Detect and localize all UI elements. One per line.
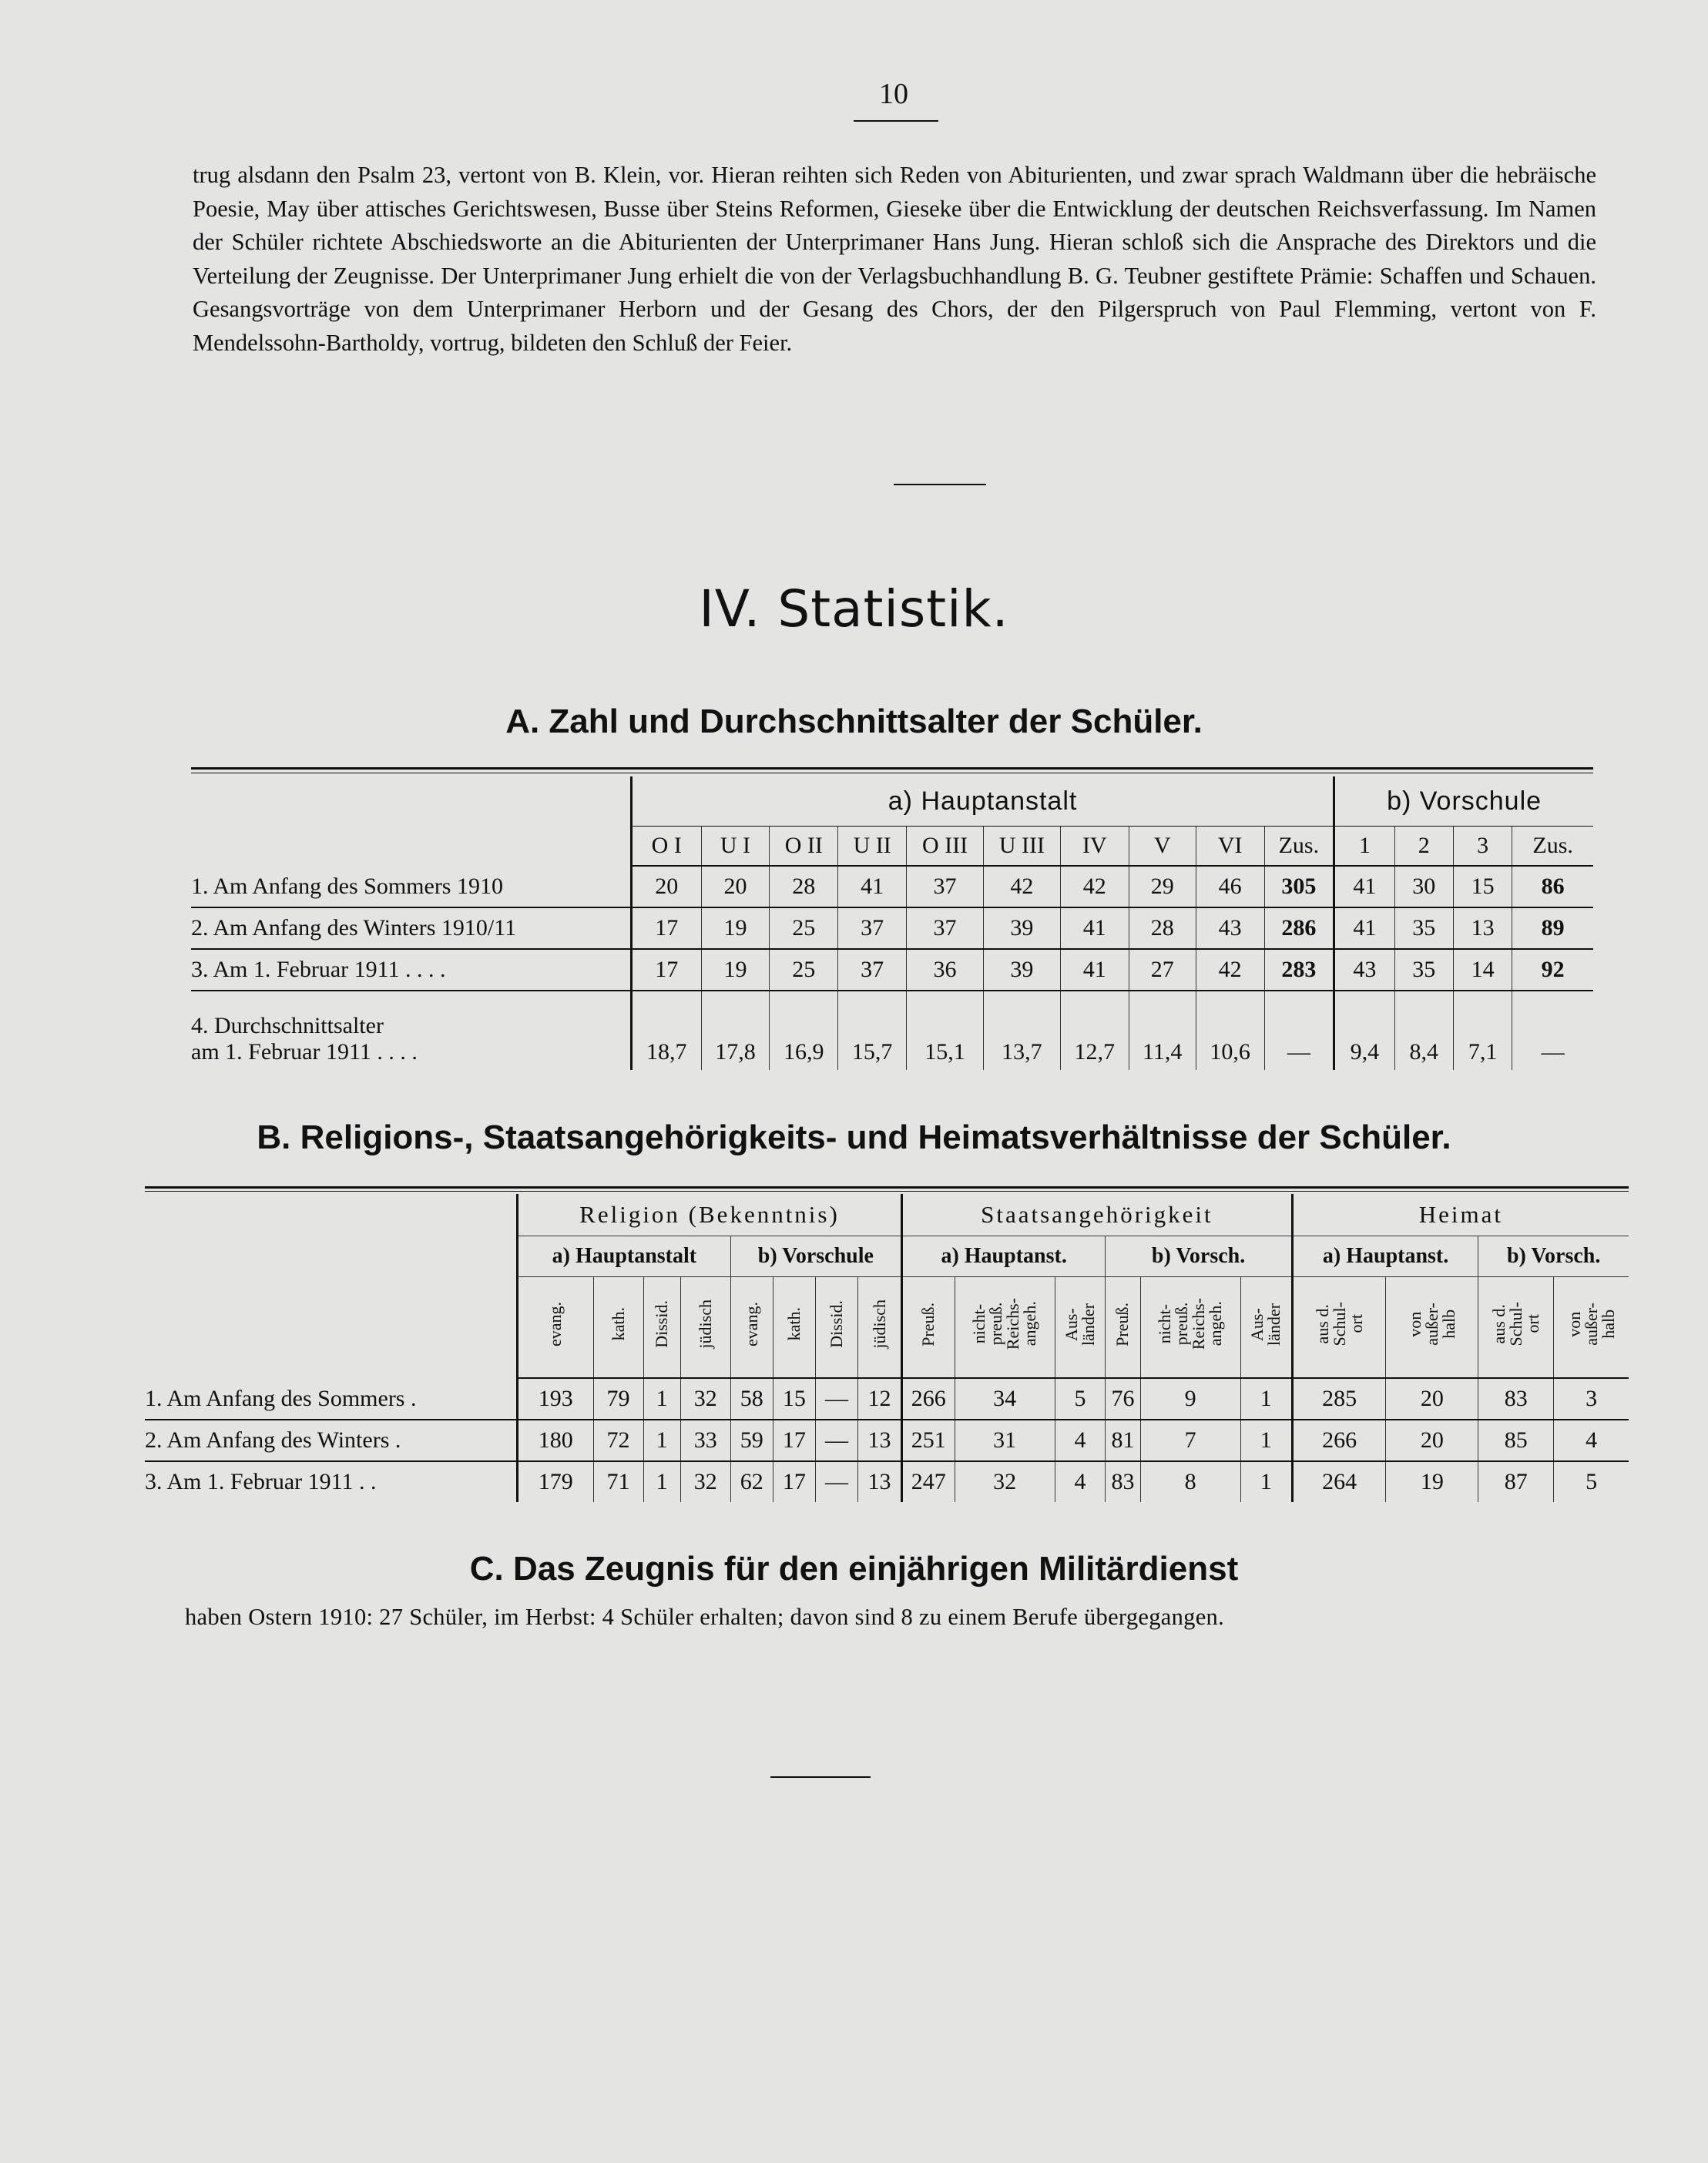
- table-row: [145, 1461, 1629, 1502]
- cell: 34: [955, 1378, 1055, 1420]
- table-b-group-staat: Staatsangehörigkeit: [901, 1194, 1292, 1236]
- cell: 35: [1394, 907, 1453, 949]
- cell: 266: [1292, 1420, 1386, 1461]
- cell: 83: [1106, 1461, 1140, 1502]
- cell: 37: [838, 907, 907, 949]
- table-b-col: jüdisch: [858, 1277, 902, 1379]
- cell: 37: [907, 866, 984, 907]
- intro-paragraph: [193, 159, 1596, 360]
- cell: 266: [901, 1378, 955, 1420]
- cell: 247: [901, 1461, 955, 1502]
- cell: 41: [1060, 949, 1129, 991]
- cell: 43: [1334, 949, 1394, 991]
- table-a-group-hauptanstalt: a) Hauptanstalt: [632, 776, 1334, 827]
- table-b-group-heimat: Heimat: [1292, 1194, 1629, 1236]
- cell: 283: [1264, 949, 1334, 991]
- table-row: [191, 907, 1593, 949]
- cell: 39: [983, 907, 1060, 949]
- cell: —: [1512, 991, 1593, 1070]
- cell: 13,7: [983, 991, 1060, 1070]
- table-b: [145, 1194, 1629, 1502]
- cell: 17: [773, 1420, 815, 1461]
- cell: 20: [1386, 1420, 1478, 1461]
- cell: 37: [907, 907, 984, 949]
- cell: 305: [1264, 866, 1334, 907]
- cell: 1: [1240, 1420, 1292, 1461]
- table-b-col: Preuß.: [901, 1277, 955, 1379]
- cell: 41: [1334, 907, 1394, 949]
- table-b-col: nicht- preuß. Reichs- angeh.: [1140, 1277, 1240, 1379]
- table-b-col: aus d. Schul- ort: [1292, 1277, 1386, 1379]
- cell: 41: [838, 866, 907, 907]
- cell: 32: [680, 1461, 730, 1502]
- cell: 41: [1334, 866, 1394, 907]
- row-label: 1. Am Anfang des Sommers 1910: [191, 873, 503, 899]
- cell: 33: [680, 1420, 730, 1461]
- table-row: [191, 949, 1593, 991]
- table-a-col: Zus.: [1264, 827, 1334, 867]
- table-a-col: V: [1129, 827, 1196, 867]
- table-a-col: Zus.: [1512, 827, 1593, 867]
- table-a-col: 1: [1334, 827, 1394, 867]
- cell: 46: [1196, 866, 1264, 907]
- cell: 8,4: [1394, 991, 1453, 1070]
- section-c-text: haben Ostern 1910: 27 Schüler, im Herbst: 4 Schüler erhalten; davon sind 8 zu einem Berufe übergegangen.: [185, 1604, 1225, 1630]
- table-b-col: nicht- preuß. Reichs- angeh.: [955, 1277, 1055, 1379]
- table-b-col: Dissid.: [643, 1277, 680, 1379]
- cell: 83: [1478, 1378, 1554, 1420]
- cell: —: [1264, 991, 1334, 1070]
- cell: 89: [1512, 907, 1593, 949]
- cell: 193: [518, 1378, 594, 1420]
- cell: 17: [632, 907, 702, 949]
- table-b-group-religion: Religion (Bekenntnis): [518, 1194, 902, 1236]
- section-c-title: C. Das Zeugnis für den einjährigen Militärdienst: [469, 1550, 1239, 1588]
- table-a-col: 2: [1394, 827, 1453, 867]
- cell: —: [815, 1461, 857, 1502]
- section-b-title: B. Religions-, Staatsangehörigkeits- und Heimatsverhältnisse der Schüler.: [257, 1118, 1451, 1156]
- cell: 1: [643, 1461, 680, 1502]
- avg-label-line2: am 1. Februar 1911 . . . .: [191, 1039, 418, 1065]
- sub-heim-b: b) Vorsch.: [1478, 1236, 1629, 1277]
- cell: 19: [1386, 1461, 1478, 1502]
- cell: 12: [858, 1378, 902, 1420]
- cell: 27: [1129, 949, 1196, 991]
- intro-text: trug alsdann den Psalm 23, vertont von B. Klein, vor. Hieran reihten sich Reden von Abiturienten, und zwar sprach Waldmann über die hebräische Poesie, May über attisches Gerichtswesen, Busse über Steins Reformen, Gieseke über die Entwicklung der deutschen Reichsverfassung. Im Namen der Schüler richtete Abschiedsworte an die Abiturienten der Unterprimaner Hans Jung. Hieran schloß sich die Ansprache des Direktors und die Verteilung der Zeugnisse. Der Unterprimaner Jung erhielt die von der Verlagsbuchhandlung B. G. Teubner gestiftete Prämie: Schaffen und Schauen. Gesangsvorträge von dem Unterprimaner Herborn und der Gesang des Chors, der den Pilgerspruch von Paul Flemming, vertont von F. Mendelssohn-Bartholdy, vortrug, bildeten den Schluß der Feier.: [193, 162, 1596, 356]
- cell: 41: [1060, 907, 1129, 949]
- cell: 179: [518, 1461, 594, 1502]
- cell: 35: [1394, 949, 1453, 991]
- cell: 264: [1292, 1461, 1386, 1502]
- cell: 3: [1554, 1378, 1629, 1420]
- cell: 16,9: [770, 991, 838, 1070]
- cell: 7,1: [1453, 991, 1512, 1070]
- row-label: 3. Am 1. Februar 1911 . . . .: [191, 957, 446, 982]
- cell: 43: [1196, 907, 1264, 949]
- table-a-col: O I: [632, 827, 702, 867]
- cell: 71: [593, 1461, 643, 1502]
- row-label: 3. Am 1. Februar 1911 . .: [145, 1469, 377, 1494]
- cell: 59: [730, 1420, 773, 1461]
- table-a-col: U II: [838, 827, 907, 867]
- table-a-group-vorschule: b) Vorschule: [1334, 776, 1593, 827]
- cell: 32: [955, 1461, 1055, 1502]
- cell: 18,7: [632, 991, 702, 1070]
- cell: —: [815, 1378, 857, 1420]
- cell: 87: [1478, 1461, 1554, 1502]
- table-b-top-rule: [145, 1186, 1629, 1189]
- cell: 42: [1196, 949, 1264, 991]
- cell: —: [815, 1420, 857, 1461]
- cell: 20: [632, 866, 702, 907]
- separator-rule-top: [894, 484, 986, 485]
- cell: 9,4: [1334, 991, 1394, 1070]
- cell: 251: [901, 1420, 955, 1461]
- cell: 1: [1240, 1461, 1292, 1502]
- row-label: 1. Am Anfang des Sommers .: [145, 1385, 417, 1411]
- table-b-col: aus d. Schul- ort: [1478, 1277, 1554, 1379]
- cell: 20: [701, 866, 770, 907]
- cell: 13: [1453, 907, 1512, 949]
- cell: 180: [518, 1420, 594, 1461]
- cell: 28: [770, 866, 838, 907]
- cell: 286: [1264, 907, 1334, 949]
- cell: 79: [593, 1378, 643, 1420]
- cell: 4: [1055, 1461, 1106, 1502]
- table-b-col: von außer- halb: [1386, 1277, 1478, 1379]
- table-a-col: 3: [1453, 827, 1512, 867]
- table-b-col: evang.: [518, 1277, 594, 1379]
- table-a-col: O II: [770, 827, 838, 867]
- cell: 1: [1240, 1378, 1292, 1420]
- table-b-corner: [145, 1194, 518, 1378]
- table-row: [145, 1378, 1629, 1420]
- table-a-col: VI: [1196, 827, 1264, 867]
- cell: 31: [955, 1420, 1055, 1461]
- cell: 39: [983, 949, 1060, 991]
- cell: 7: [1140, 1420, 1240, 1461]
- cell: 42: [1060, 866, 1129, 907]
- table-a-group-header: [191, 776, 1593, 827]
- cell: 15,7: [838, 991, 907, 1070]
- table-b-col: Dissid.: [815, 1277, 857, 1379]
- cell: 285: [1292, 1378, 1386, 1420]
- table-b-top-rule-thin: [145, 1191, 1629, 1192]
- page-number-rule: [854, 120, 938, 122]
- cell: 36: [907, 949, 984, 991]
- cell: 25: [770, 949, 838, 991]
- table-row-average: [191, 991, 1593, 1070]
- row-label: [191, 991, 632, 1070]
- separator-rule-bottom: [770, 1776, 871, 1778]
- cell: 85: [1478, 1420, 1554, 1461]
- cell: 15: [773, 1378, 815, 1420]
- cell: 1: [643, 1378, 680, 1420]
- table-b-col: Aus- länder: [1055, 1277, 1106, 1379]
- cell: 15,1: [907, 991, 984, 1070]
- cell: 37: [838, 949, 907, 991]
- table-b-col: Aus- länder: [1240, 1277, 1292, 1379]
- row-label: 2. Am Anfang des Winters 1910/11: [191, 915, 517, 941]
- table-b-group-header: [145, 1194, 1629, 1236]
- cell: 13: [858, 1420, 902, 1461]
- cell: 17: [773, 1461, 815, 1502]
- cell: 81: [1106, 1420, 1140, 1461]
- cell: 25: [770, 907, 838, 949]
- cell: 15: [1453, 866, 1512, 907]
- table-a-corner: [191, 776, 632, 866]
- table-a-col: U III: [983, 827, 1060, 867]
- cell: 8: [1140, 1461, 1240, 1502]
- cell: 5: [1055, 1378, 1106, 1420]
- cell: 58: [730, 1378, 773, 1420]
- table-row: [191, 866, 1593, 907]
- cell: 72: [593, 1420, 643, 1461]
- sub-rel-a: a) Hauptanstalt: [518, 1236, 731, 1277]
- section-a-title: A. Zahl und Durchschnittsalter der Schüler.: [505, 703, 1203, 740]
- cell: 17,8: [701, 991, 770, 1070]
- sub-staat-a: a) Hauptanst.: [901, 1236, 1105, 1277]
- table-a-top-rule: [191, 767, 1593, 770]
- table-b-col: kath.: [593, 1277, 643, 1379]
- cell: 10,6: [1196, 991, 1264, 1070]
- cell: 13: [858, 1461, 902, 1502]
- cell: 17: [632, 949, 702, 991]
- cell: 5: [1554, 1461, 1629, 1502]
- sub-heim-a: a) Hauptanst.: [1292, 1236, 1478, 1277]
- sub-staat-b: b) Vorsch.: [1106, 1236, 1292, 1277]
- cell: 11,4: [1129, 991, 1196, 1070]
- cell: 92: [1512, 949, 1593, 991]
- cell: 62: [730, 1461, 773, 1502]
- table-b-col: evang.: [730, 1277, 773, 1379]
- table-b-col: kath.: [773, 1277, 815, 1379]
- table-b-col: Preuß.: [1106, 1277, 1140, 1379]
- cell: 14: [1453, 949, 1512, 991]
- cell: 28: [1129, 907, 1196, 949]
- main-title: IV. Statistik.: [699, 579, 1009, 639]
- table-b-col: von außer- halb: [1554, 1277, 1629, 1379]
- cell: 9: [1140, 1378, 1240, 1420]
- table-b-col: jüdisch: [680, 1277, 730, 1379]
- cell: 19: [701, 949, 770, 991]
- table-a-col: IV: [1060, 827, 1129, 867]
- cell: 20: [1386, 1378, 1478, 1420]
- cell: 12,7: [1060, 991, 1129, 1070]
- cell: 1: [643, 1420, 680, 1461]
- table-row: [145, 1420, 1629, 1461]
- row-label: 2. Am Anfang des Winters .: [145, 1427, 401, 1453]
- cell: 4: [1554, 1420, 1629, 1461]
- cell: 76: [1106, 1378, 1140, 1420]
- cell: 32: [680, 1378, 730, 1420]
- cell: 19: [701, 907, 770, 949]
- cell: 4: [1055, 1420, 1106, 1461]
- table-a-col: O III: [907, 827, 984, 867]
- cell: 86: [1512, 866, 1593, 907]
- cell: 30: [1394, 866, 1453, 907]
- page-number: 10: [879, 78, 908, 110]
- cell: 29: [1129, 866, 1196, 907]
- sub-rel-b: b) Vorschule: [730, 1236, 901, 1277]
- cell: 42: [983, 866, 1060, 907]
- avg-label-line1: 4. Durchschnittsalter: [191, 1013, 384, 1038]
- table-a: [191, 776, 1593, 1070]
- table-a-col: U I: [701, 827, 770, 867]
